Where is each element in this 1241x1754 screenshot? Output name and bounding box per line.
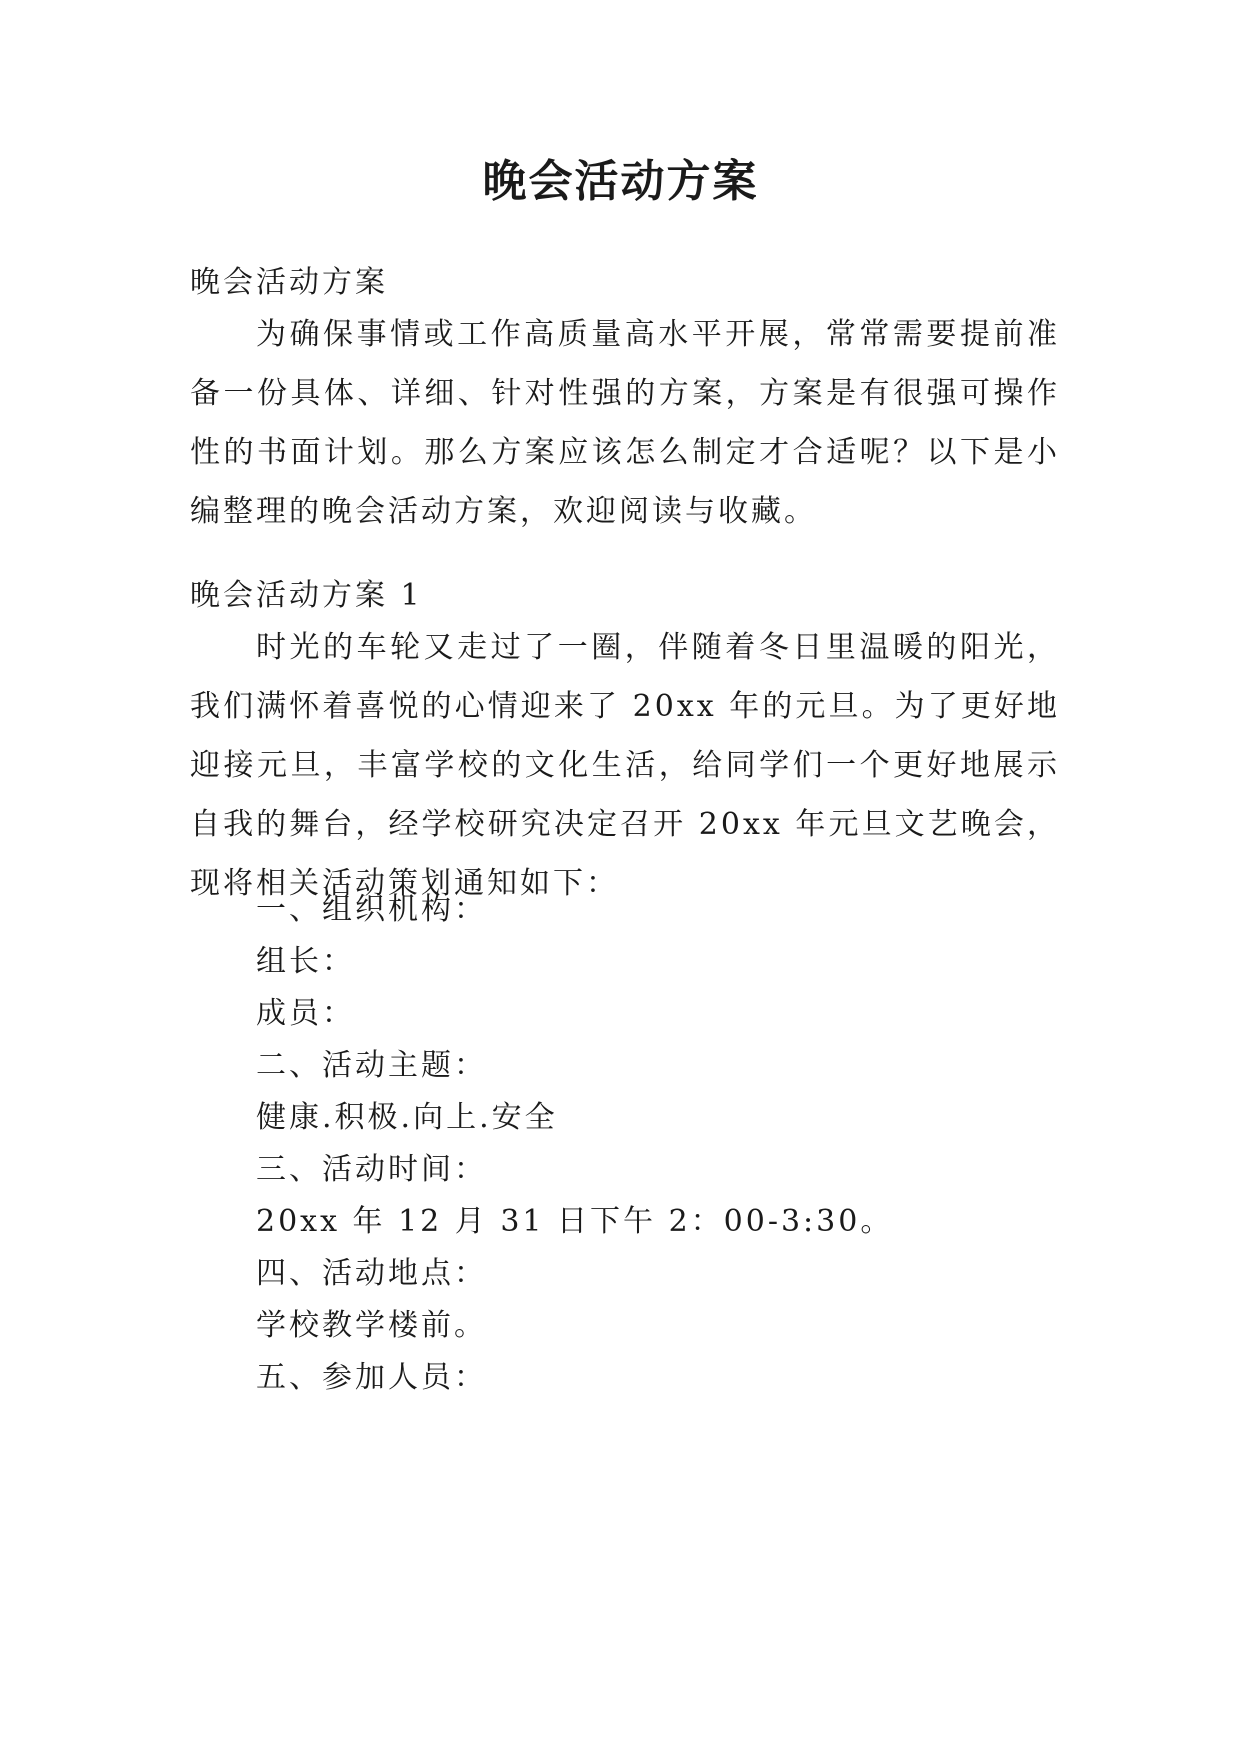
section-1-paragraph [190,618,1060,913]
section-1-text: 时光的车轮又走过了一圈，伴随着冬日里温暖的阳光，我们满怀着喜悦的心情迎来了 20xx 年的元旦。为了更好地迎接元旦，丰富学校的文化生活，给同学们一个更好地展示自我的舞台，经学校研究决定召开 20xx 年元旦文艺晚会，现将相关活动策划通知如下： [190,630,1060,901]
list-item: 组长： [256,944,355,979]
section-1-heading: 晚会活动方案 1 [190,578,423,613]
intro-text: 为确保事情或工作高质量高水平开展，常常需要提前准备一份具体、详细、针对性强的方案，方案是有很强可操作性的书面计划。那么方案应该怎么制定才合适呢？以下是小编整理的晚会活动方案，欢迎阅读与收藏。 [190,317,1060,529]
document-subtitle: 晚会活动方案 [190,265,388,300]
list-item: 健康.积极.向上.安全 [256,1100,558,1135]
list-item: 二、活动主题： [256,1048,487,1083]
document-title: 晚会活动方案 [482,156,759,207]
list-item: 三、活动时间： [256,1152,487,1187]
list-item: 四、活动地点： [256,1256,487,1291]
list-item: 五、参加人员： [256,1360,487,1395]
list-item: 学校教学楼前。 [256,1308,487,1343]
list-item: 成员： [256,996,355,1031]
list-item: 20xx 年 12 月 31 日下午 2：00-3:30。 [256,1204,894,1239]
list-item: 一、组织机构： [256,892,487,927]
intro-paragraph [190,305,1060,541]
